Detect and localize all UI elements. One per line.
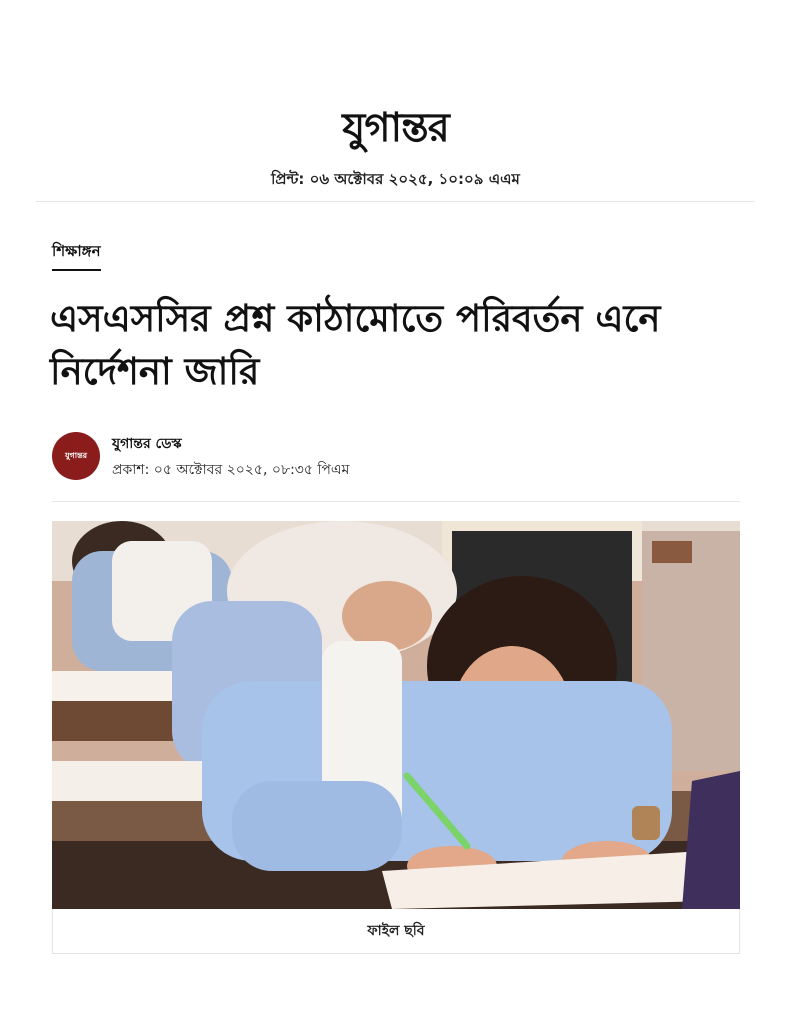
category-link[interactable]: শিক্ষাঙ্গন [52, 240, 101, 271]
site-logo[interactable]: যুগান্তর [342, 104, 449, 151]
article-photo[interactable] [52, 521, 740, 909]
avatar-label: যুগান্তর [64, 450, 88, 460]
photo-caption: ফাইল ছবি [367, 923, 425, 939]
author-avatar[interactable] [52, 432, 100, 480]
publish-date: প্রকাশ: ০৫ অক্টোবর ২০২৫, ০৮:৩৫ পিএম [112, 462, 350, 478]
author-name[interactable]: যুগান্তর ডেস্ক [112, 436, 182, 452]
photo-illustration [52, 521, 740, 909]
print-date: প্রিন্ট: ০৬ অক্টোবর ২০২৫, ১০:০৯ এএম [271, 170, 520, 188]
header-divider [36, 201, 754, 202]
byline-divider [52, 501, 740, 502]
article-headline: এসএসসির প্রশ্ন কাঠামোতে পরিবর্তন এনে নির্দেশনা জারি [50, 297, 661, 393]
author-row [52, 430, 742, 482]
caption-box [52, 909, 740, 954]
